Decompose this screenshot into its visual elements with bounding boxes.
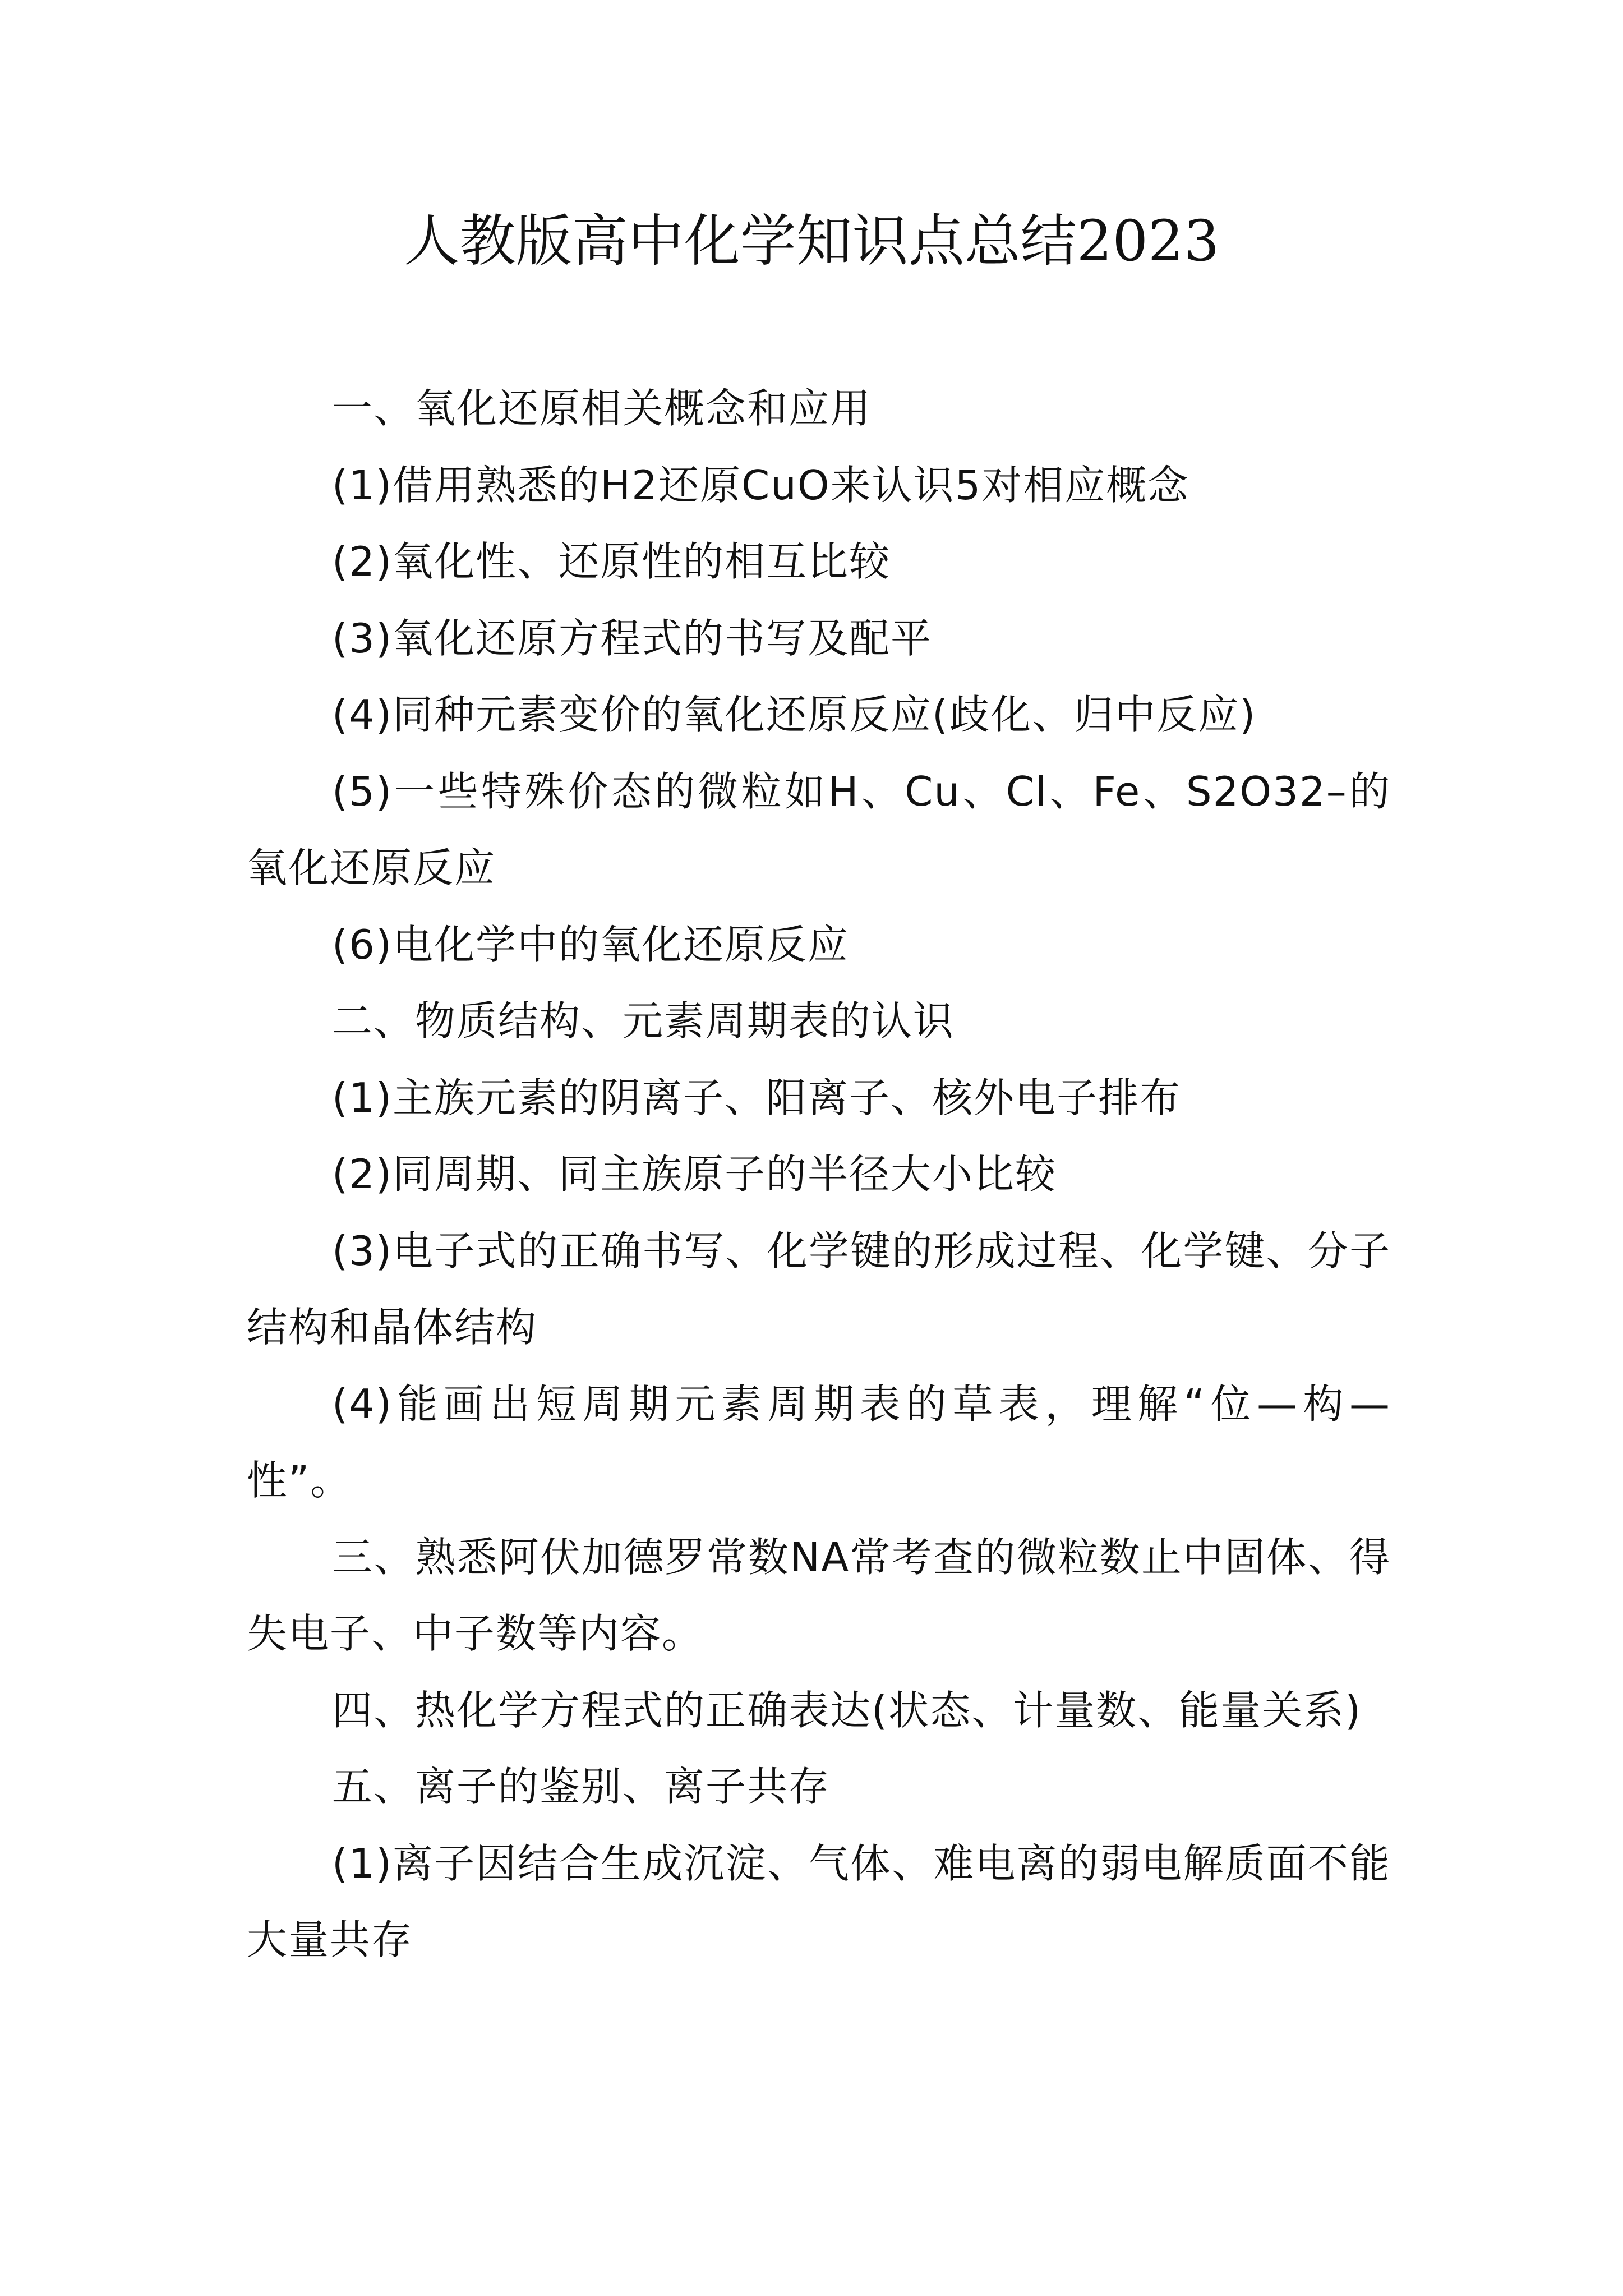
document-title: 人教版高中化学知识点总结2023 — [403, 208, 1220, 274]
list-item: (4)能画出短周期元素周期表的草表，理解“位—构—性”。 — [247, 1380, 1391, 1504]
list-item: (1)离子因结合生成沉淀、气体、难电离的弱电解质面不能大量共存 — [247, 1839, 1391, 1963]
section-heading-5: 五、离子的鉴别、离子共存 — [332, 1763, 831, 1810]
list-item: (4)同种元素变价的氧化还原反应(歧化、归中反应) — [332, 691, 1257, 738]
list-item: (3)氧化还原方程式的书写及配平 — [332, 614, 932, 662]
section-heading-2: 二、物质结构、元素周期表的认识 — [332, 997, 955, 1045]
section-heading-1: 一、氧化还原相关概念和应用 — [332, 385, 872, 432]
list-item: (3)电子式的正确书写、化学键的形成过程、化学键、分子结构和晶体结构 — [247, 1227, 1391, 1351]
list-item: (6)电化学中的氧化还原反应 — [332, 921, 849, 968]
document-body — [247, 370, 1391, 1978]
section-heading-4: 四、热化学方程式的正确表达(状态、计量数、能量关系) — [332, 1686, 1362, 1734]
list-item: (1)主族元素的阴离子、阳离子、核外电子排布 — [332, 1074, 1181, 1121]
list-item: (1)借用熟悉的H2还原CuO来认识5对相应概念 — [332, 461, 1189, 509]
list-item: (5)一些特殊价态的微粒如H、Cu、Cl、Fe、S2O32–的氧化还原反应 — [247, 767, 1391, 891]
list-item: (2)氧化性、还原性的相互比较 — [332, 538, 891, 585]
list-item: (2)同周期、同主族原子的半径大小比较 — [332, 1151, 1057, 1198]
section-heading-3: 三、熟悉阿伏加德罗常数NA常考查的微粒数止中固体、得失电子、中子数等内容。 — [247, 1533, 1391, 1657]
